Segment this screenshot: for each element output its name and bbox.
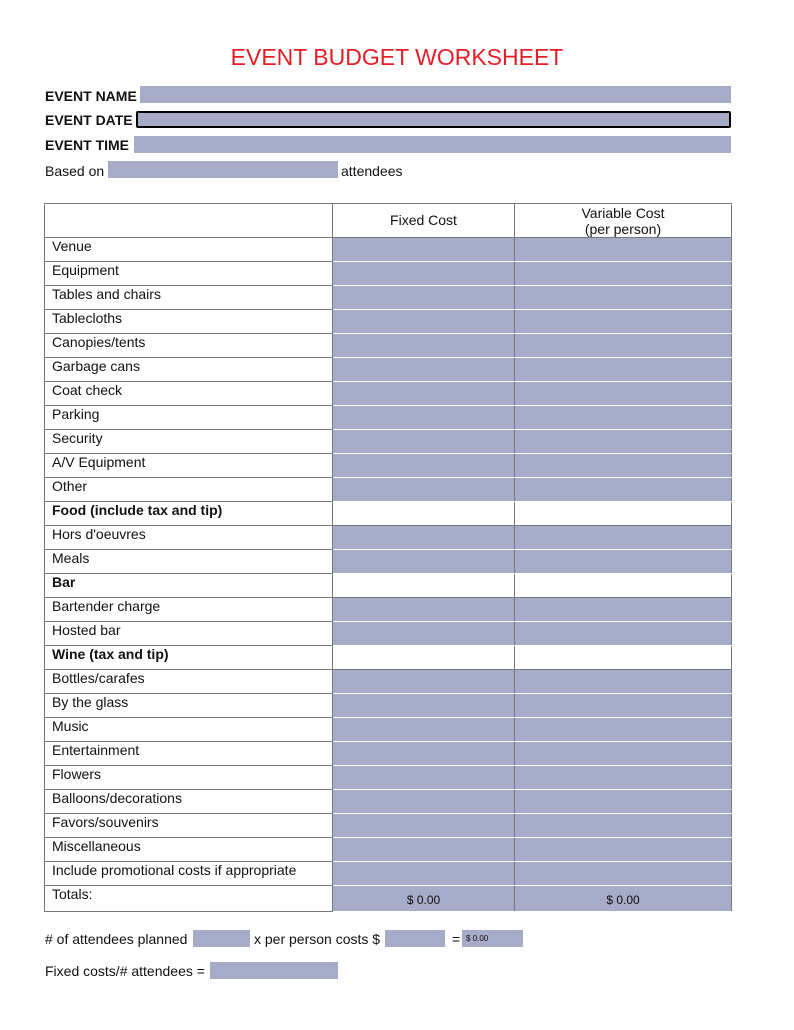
variable-cost-cell[interactable] xyxy=(515,550,732,574)
row-label: Entertainment xyxy=(45,742,333,766)
table-header-row xyxy=(45,204,732,238)
row-label: Bottles/carafes xyxy=(45,670,333,694)
fixed-cost-cell[interactable] xyxy=(333,238,515,262)
header-fixed-cost: Fixed Cost xyxy=(333,204,515,238)
variable-cost-cell xyxy=(515,574,732,598)
row-label: By the glass xyxy=(45,694,333,718)
row-label: Coat check xyxy=(45,382,333,406)
row-label: Hors d'oeuvres xyxy=(45,526,333,550)
variable-cost-cell[interactable] xyxy=(515,766,732,790)
variable-cost-cell xyxy=(515,646,732,670)
event-name-label: EVENT NAME xyxy=(45,88,137,104)
fixed-cost-cell[interactable] xyxy=(333,262,515,286)
variable-cost-cell[interactable] xyxy=(515,838,732,862)
section-row xyxy=(45,646,732,670)
page-title: EVENT BUDGET WORKSHEET xyxy=(230,44,564,70)
fixed-cost-cell[interactable] xyxy=(333,814,515,838)
event-time-field[interactable] xyxy=(134,136,731,153)
variable-total: $ 0.00 xyxy=(515,886,732,912)
product-value: $ 0.00 xyxy=(462,930,523,947)
event-date-field[interactable] xyxy=(136,111,731,128)
row-label: Bar xyxy=(45,574,333,598)
row-label: Hosted bar xyxy=(45,622,333,646)
table-row xyxy=(45,430,732,454)
based-on-label: Based on xyxy=(45,163,105,179)
fixed-total: $ 0.00 xyxy=(333,886,515,912)
table-row xyxy=(45,262,732,286)
table-row xyxy=(45,790,732,814)
table-row xyxy=(45,526,732,550)
variable-cost-cell[interactable] xyxy=(515,358,732,382)
table-row xyxy=(45,694,732,718)
attendees-count-field[interactable] xyxy=(108,161,338,178)
fixed-per-attendee-field[interactable] xyxy=(210,962,338,979)
fixed-cost-cell[interactable] xyxy=(333,694,515,718)
fixed-cost-cell[interactable] xyxy=(333,598,515,622)
table-row xyxy=(45,598,732,622)
totals-row xyxy=(45,886,732,912)
budget-table xyxy=(44,203,732,912)
fixed-cost-cell xyxy=(333,574,515,598)
variable-cost-label: Variable Cost xyxy=(581,204,665,221)
row-label: Meals xyxy=(45,550,333,574)
event-date-label: EVENT DATE xyxy=(45,112,133,128)
fixed-cost-cell[interactable] xyxy=(333,550,515,574)
table-row xyxy=(45,238,732,262)
fixed-cost-cell[interactable] xyxy=(333,430,515,454)
variable-cost-cell[interactable] xyxy=(515,598,732,622)
variable-cost-cell[interactable] xyxy=(515,862,732,886)
equals-sign: = xyxy=(452,931,461,947)
variable-cost-cell[interactable] xyxy=(515,670,732,694)
row-label: Other xyxy=(45,478,333,502)
variable-cost-cell[interactable] xyxy=(515,526,732,550)
variable-cost-cell[interactable] xyxy=(515,622,732,646)
table-row xyxy=(45,670,732,694)
fixed-cost-cell[interactable] xyxy=(333,862,515,886)
row-label: Garbage cans xyxy=(45,358,333,382)
variable-cost-cell[interactable] xyxy=(515,694,732,718)
fixed-cost-cell[interactable] xyxy=(333,382,515,406)
variable-cost-cell[interactable] xyxy=(515,718,732,742)
fixed-cost-cell xyxy=(333,646,515,670)
attendees-label: attendees xyxy=(341,163,403,179)
row-label: Security xyxy=(45,430,333,454)
row-label: Include promotional costs if appropriate xyxy=(45,862,333,886)
event-time-label: EVENT TIME xyxy=(45,137,130,153)
attendees-planned-field[interactable] xyxy=(193,930,250,947)
table-row xyxy=(45,286,732,310)
row-label: Equipment xyxy=(45,262,333,286)
row-label: Flowers xyxy=(45,766,333,790)
row-label: Tables and chairs xyxy=(45,286,333,310)
table-row xyxy=(45,814,732,838)
table-row xyxy=(45,382,732,406)
fixed-cost-cell[interactable] xyxy=(333,286,515,310)
table-row xyxy=(45,862,732,886)
row-label: Miscellaneous xyxy=(45,838,333,862)
fixed-cost-cell[interactable] xyxy=(333,622,515,646)
variable-cost-cell xyxy=(515,502,732,526)
table-row xyxy=(45,766,732,790)
variable-cost-cell[interactable] xyxy=(515,238,732,262)
header-variable-cost xyxy=(515,204,732,238)
per-person-cost-field[interactable] xyxy=(385,930,445,947)
fixed-cost-cell[interactable] xyxy=(333,838,515,862)
variable-cost-cell[interactable] xyxy=(515,478,732,502)
variable-cost-cell[interactable] xyxy=(515,334,732,358)
attendees-planned-label: # of attendees planned xyxy=(45,931,188,947)
fixed-cost-cell[interactable] xyxy=(333,478,515,502)
variable-cost-cell[interactable] xyxy=(515,430,732,454)
table-row xyxy=(45,718,732,742)
variable-cost-cell[interactable] xyxy=(515,286,732,310)
fixed-cost-cell[interactable] xyxy=(333,670,515,694)
row-label: Venue xyxy=(45,238,333,262)
variable-cost-cell[interactable] xyxy=(515,382,732,406)
section-row xyxy=(45,574,732,598)
fixed-cost-cell[interactable] xyxy=(333,766,515,790)
row-label: Music xyxy=(45,718,333,742)
row-label: Tablecloths xyxy=(45,310,333,334)
table-row xyxy=(45,334,732,358)
section-row xyxy=(45,502,732,526)
event-name-field[interactable] xyxy=(140,86,731,103)
row-label: A/V Equipment xyxy=(45,454,333,478)
row-label: Food (include tax and tip) xyxy=(45,502,333,526)
row-label: Wine (tax and tip) xyxy=(45,646,333,670)
fixed-cost-cell[interactable] xyxy=(333,742,515,766)
fixed-cost-cell[interactable] xyxy=(333,310,515,334)
table-row xyxy=(45,742,732,766)
variable-cost-cell[interactable] xyxy=(515,406,732,430)
variable-cost-cell[interactable] xyxy=(515,742,732,766)
fixed-cost-cell[interactable] xyxy=(333,718,515,742)
table-row xyxy=(45,622,732,646)
variable-cost-cell[interactable] xyxy=(515,454,732,478)
fixed-cost-cell[interactable] xyxy=(333,358,515,382)
variable-cost-cell[interactable] xyxy=(515,262,732,286)
row-label: Bartender charge xyxy=(45,598,333,622)
table-row xyxy=(45,406,732,430)
table-row xyxy=(45,838,732,862)
fixed-per-attendee-label: Fixed costs/# attendees = xyxy=(45,963,205,979)
per-person-label: (per person) xyxy=(584,220,662,237)
fixed-cost-cell[interactable] xyxy=(333,454,515,478)
table-row xyxy=(45,310,732,334)
row-label: Canopies/tents xyxy=(45,334,333,358)
table-row xyxy=(45,358,732,382)
table-row xyxy=(45,454,732,478)
header-blank xyxy=(45,204,333,238)
table-row xyxy=(45,550,732,574)
table-row xyxy=(45,478,732,502)
fixed-cost-cell[interactable] xyxy=(333,406,515,430)
row-label: Parking xyxy=(45,406,333,430)
fixed-cost-cell[interactable] xyxy=(333,334,515,358)
variable-cost-cell[interactable] xyxy=(515,310,732,334)
row-label: Favors/souvenirs xyxy=(45,814,333,838)
fixed-cost-cell xyxy=(333,502,515,526)
row-label: Balloons/decorations xyxy=(45,790,333,814)
variable-cost-cell[interactable] xyxy=(515,790,732,814)
fixed-cost-cell[interactable] xyxy=(333,790,515,814)
totals-label: Totals: xyxy=(45,886,333,912)
fixed-cost-cell[interactable] xyxy=(333,526,515,550)
variable-cost-cell[interactable] xyxy=(515,814,732,838)
per-person-label: x per person costs $ xyxy=(254,931,381,947)
